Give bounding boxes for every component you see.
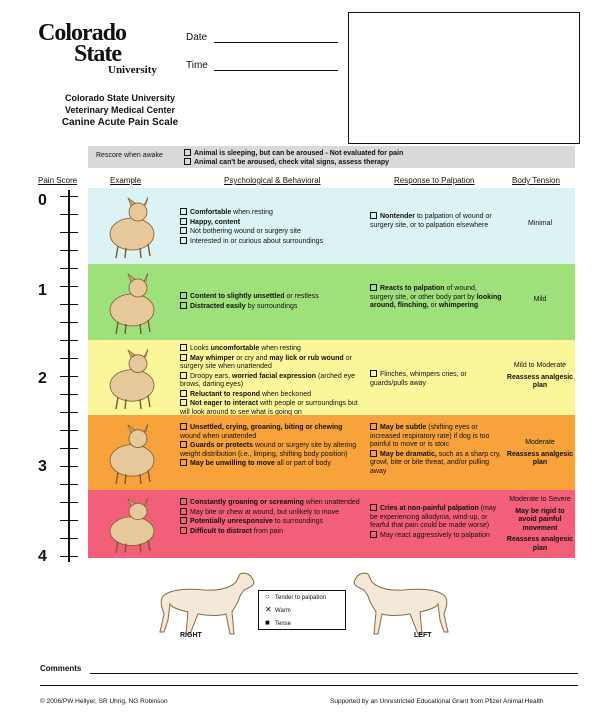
criterion[interactable] <box>370 284 502 311</box>
checkbox-icon[interactable] <box>180 441 187 448</box>
criterion-text: from pain <box>251 527 283 535</box>
criterion-text: or restless <box>284 293 319 300</box>
criterion-text: Unsettled, crying, groaning, biting or chewing <box>190 424 343 431</box>
scale-tick <box>60 412 78 413</box>
criterion[interactable] <box>180 517 360 527</box>
criterion[interactable] <box>180 423 360 441</box>
palpation-criteria <box>370 370 502 388</box>
logo-line-3: University <box>108 64 157 76</box>
palpation-criteria <box>370 504 502 540</box>
logo-line-1: Colorado <box>38 20 126 46</box>
criterion[interactable] <box>180 459 360 469</box>
scale-tick <box>60 214 78 215</box>
time-label: Time <box>186 60 208 71</box>
psychological-criteria <box>180 292 360 311</box>
checkbox-icon[interactable] <box>180 237 187 244</box>
criterion-text: to surroundings <box>272 518 324 525</box>
scale-tick <box>60 502 78 503</box>
criterion-text: Happy, content <box>190 218 241 226</box>
body-tension <box>506 296 574 305</box>
institution-name: Colorado State University <box>64 93 176 103</box>
logo-line-2: State <box>74 41 121 67</box>
criterion-text: May be dramatic, <box>380 450 437 458</box>
rescore-options <box>184 149 403 167</box>
rescore-bar <box>88 146 575 168</box>
criterion-text: Potentially unresponsive <box>190 518 273 525</box>
checkbox-icon[interactable] <box>180 423 187 430</box>
pain-score-4[interactable]: 4 <box>38 548 47 565</box>
checkbox-icon[interactable] <box>184 158 191 165</box>
checkbox-icon[interactable] <box>180 292 187 299</box>
criterion[interactable] <box>180 344 360 354</box>
legend-item: ■ Tense <box>265 618 292 627</box>
criterion-text: May be unwilling to move <box>190 460 275 467</box>
psychological-criteria <box>180 344 360 417</box>
checkbox-icon[interactable] <box>370 284 377 291</box>
criterion-text: all or part of body <box>274 460 331 467</box>
criterion-text: when resting <box>231 209 273 216</box>
palpation-criteria <box>370 423 502 476</box>
criterion-text: Looks <box>190 345 211 352</box>
criterion[interactable] <box>180 354 360 372</box>
scale-tick <box>60 358 78 359</box>
criterion[interactable] <box>180 498 360 508</box>
left-side-label: LEFT <box>414 632 432 639</box>
right-side-label: RIGHT <box>180 632 202 639</box>
checkbox-icon[interactable] <box>370 531 377 538</box>
criterion-text: by surroundings <box>245 302 298 310</box>
patient-label-box[interactable] <box>348 12 580 144</box>
checkbox-icon[interactable] <box>370 212 377 219</box>
criterion-text: May bite or chew at wound, but unlikely to move <box>190 508 340 516</box>
criterion[interactable] <box>180 372 360 390</box>
body-tension <box>506 362 574 391</box>
dog-sketch-icon <box>88 188 176 264</box>
scale-tick <box>60 286 78 287</box>
criterion[interactable] <box>370 423 502 450</box>
criterion-text: whimpering <box>438 302 479 309</box>
criterion[interactable] <box>180 441 360 459</box>
rescore-label: Rescore when awake <box>96 152 163 159</box>
scale-tick <box>60 232 78 233</box>
criterion-text: when unattended <box>303 499 360 506</box>
university-logo <box>38 22 174 76</box>
cross-icon: ✕ <box>265 605 272 614</box>
checkbox-icon[interactable] <box>180 344 187 351</box>
criterion[interactable] <box>370 370 502 388</box>
criterion[interactable] <box>180 527 360 537</box>
column-header-psychological: Psychological & Behavioral <box>224 176 321 185</box>
criterion[interactable] <box>370 212 502 230</box>
criterion-text: Distracted easily <box>190 302 246 310</box>
institution-center: Veterinary Medical Center <box>64 105 176 115</box>
body-tension-text: Moderate <box>525 439 555 446</box>
checkbox-icon[interactable] <box>370 450 377 457</box>
scale-tick <box>60 322 78 323</box>
criterion[interactable] <box>180 208 360 218</box>
criterion-text: Constantly groaning or screaming <box>190 499 304 506</box>
criterion-text: Droopy ears, <box>190 372 233 380</box>
criterion-text: wound when unattended <box>180 432 257 440</box>
palpation-criteria <box>370 284 502 311</box>
column-header-body-tension: Body Tension <box>512 176 560 185</box>
criterion[interactable] <box>370 531 502 541</box>
checkbox-icon[interactable] <box>180 372 187 379</box>
criterion-text: Reacts to palpation <box>380 285 445 292</box>
pain-score-0[interactable]: 0 <box>38 192 47 209</box>
checkbox-icon[interactable] <box>180 508 187 515</box>
checkbox-icon[interactable] <box>180 354 187 361</box>
criterion-text: Comfortable <box>190 209 232 216</box>
criterion-text: Flinches, whimpers cries, or guards/pulls away <box>370 371 467 387</box>
dog-sketch-icon <box>88 415 176 490</box>
criterion-text: May whimper <box>190 354 235 362</box>
scale-tick <box>60 196 78 197</box>
checkbox-icon[interactable] <box>180 498 187 505</box>
scale-tick <box>60 466 78 467</box>
checkbox-icon[interactable] <box>180 302 187 309</box>
checkbox-icon[interactable] <box>370 370 377 377</box>
criterion-text: Reluctant to respond <box>190 390 261 398</box>
checkbox-icon[interactable] <box>180 390 187 397</box>
rescore-option-unarousable[interactable]: Animal can't be aroused, check vital signs, assess therapy <box>184 158 403 167</box>
comments-line[interactable] <box>90 673 578 674</box>
dog-outline-left-icon[interactable] <box>348 568 458 640</box>
criterion-text: to palpation of wound or surgery site, or to palpation elsewhere <box>370 213 492 229</box>
criterion-text: with people or surroundings but will look around to see what is going on <box>180 400 358 416</box>
checkbox-icon[interactable] <box>180 527 187 534</box>
criterion-text: or surgery site when unattended <box>180 354 352 370</box>
body-tension-text: Reassess analgesic plan <box>506 536 574 552</box>
scale-tick <box>60 556 78 557</box>
palpation-legend <box>258 590 346 630</box>
criterion-text: or <box>428 302 439 309</box>
pain-score-3[interactable]: 3 <box>38 458 47 475</box>
pain-score-1[interactable]: 1 <box>38 282 47 299</box>
date-field[interactable] <box>186 32 207 43</box>
body-tension-text: Minimal <box>527 220 553 227</box>
body-tension-text: May be rigid to avoid painful movement <box>515 507 565 532</box>
palpation-criteria <box>370 212 502 230</box>
scale-tick <box>60 430 78 431</box>
checkbox-icon[interactable] <box>180 208 187 215</box>
criterion-text: wound or surgery site by altering weight distribution (i.e., limping, shifting body position) <box>180 442 357 458</box>
scale-tick <box>60 376 78 377</box>
dog-illustration <box>88 264 176 340</box>
copyright-footer: © 2006/PW Hellyer, SR Uhrig, NG Robinson <box>40 698 168 705</box>
criterion-text: Guards or protects <box>190 442 254 449</box>
legend-item: ○ Tender to palpation <box>265 592 327 601</box>
checkbox-icon[interactable] <box>180 227 187 234</box>
date-line[interactable] <box>214 42 338 43</box>
checkbox-icon[interactable] <box>180 459 187 466</box>
criterion-text: of wound, surgery site, or other body part by <box>370 285 477 301</box>
page-title: Canine Acute Pain Scale <box>61 117 179 128</box>
criterion-text: (arched eye brows, darting eyes) <box>180 372 355 388</box>
body-tension-text: Reassess analgesic plan <box>506 373 574 389</box>
dog-outline-right-icon[interactable] <box>150 568 260 640</box>
scale-tick <box>60 268 78 269</box>
criterion-text: when resting <box>259 345 301 352</box>
criterion[interactable] <box>180 237 360 247</box>
criterion-text: May be subtle <box>380 424 427 431</box>
criterion-text: worried facial expression <box>232 372 317 380</box>
body-tension <box>506 439 574 468</box>
criterion-text: Difficult to distract <box>190 527 252 535</box>
criterion[interactable] <box>180 292 360 302</box>
criterion-text: or cry and <box>234 354 270 362</box>
criterion-text: May react aggressively to palpation <box>380 531 490 539</box>
criterion-text: Cries at non-painful palpation <box>380 505 479 512</box>
scale-tick <box>60 538 78 539</box>
checkbox-icon[interactable] <box>180 399 187 406</box>
criterion[interactable] <box>180 218 360 228</box>
dog-sketch-icon <box>88 490 176 558</box>
checkbox-icon[interactable] <box>370 504 377 511</box>
pain-score-2[interactable]: 2 <box>38 370 47 387</box>
scale-tick <box>60 304 78 305</box>
psychological-criteria <box>180 498 360 536</box>
dog-illustration <box>88 340 176 415</box>
pain-row-3 <box>88 415 575 490</box>
institution-block <box>40 92 200 129</box>
body-tension-text: Mild <box>533 296 547 303</box>
scale-tick <box>60 250 78 251</box>
criterion-text: Interested in or curious about surroundings <box>190 237 324 245</box>
criterion-text: (shifting eyes or increased respiratory rate) if dog is too painful to move or is stoic <box>370 424 490 448</box>
circle-icon: ○ <box>265 592 270 601</box>
dog-illustration <box>88 490 176 558</box>
body-tension-text: Reassess analgesic plan <box>506 450 574 466</box>
comments-label: Comments <box>40 664 82 673</box>
scale-tick <box>60 520 78 521</box>
checkbox-icon[interactable] <box>184 149 191 156</box>
criterion[interactable] <box>180 508 360 518</box>
scale-tick <box>60 340 78 341</box>
criterion-text: (may be experiencing allodynia, wind-up, or fearful that pain could be made worse) <box>370 505 497 529</box>
criterion-text: uncomfortable <box>210 345 260 352</box>
checkbox-icon[interactable] <box>370 423 377 430</box>
dog-illustration <box>88 188 176 264</box>
pain-row-2 <box>88 340 575 415</box>
scale-tick <box>60 448 78 449</box>
square-icon: ■ <box>265 618 270 627</box>
time-line[interactable] <box>214 70 338 71</box>
checkbox-icon[interactable] <box>180 218 187 225</box>
rescore-option-sleeping[interactable]: Animal is sleeping, but can be aroused - Not evaluated for pain <box>184 149 403 158</box>
comments-line-2[interactable] <box>40 685 578 686</box>
column-header-example: Example <box>110 176 142 185</box>
dog-illustration <box>88 415 176 490</box>
column-header-pain-score: Pain Score <box>38 176 78 185</box>
criterion-text: may lick or rub wound <box>269 354 344 362</box>
pain-row-4 <box>88 490 575 558</box>
criterion[interactable] <box>370 504 502 531</box>
sponsor-footer: Supported by an Unrestricted Educational Grant from Pfizer Animal Health <box>330 698 544 705</box>
criterion-text: such as a sharp cry, growl, bite or bite threat, and/or pulling away <box>370 450 501 475</box>
criterion[interactable] <box>180 227 360 237</box>
criterion-text: Not bothering wound or surgery site <box>190 228 301 235</box>
column-header-palpation: Response to Palpation <box>394 176 475 185</box>
dog-sketch-icon <box>88 340 176 415</box>
psychological-criteria <box>180 423 360 469</box>
body-tension <box>506 220 574 229</box>
scale-tick <box>60 484 78 485</box>
dog-sketch-icon <box>88 264 176 340</box>
scale-tick <box>60 394 78 395</box>
time-field[interactable] <box>186 60 208 71</box>
date-label: Date <box>186 32 208 43</box>
criterion[interactable] <box>180 390 360 400</box>
criterion-text: Content to slightly unsettled <box>190 293 285 300</box>
pain-row-0 <box>88 188 575 264</box>
psychological-criteria <box>180 208 360 246</box>
criterion[interactable] <box>180 302 360 312</box>
criterion-text: looking around, flinching, <box>370 293 502 309</box>
criterion-text: Not eager to interact <box>190 400 259 407</box>
pain-row-1 <box>88 264 575 340</box>
criterion-text: Nontender <box>380 213 415 220</box>
body-tension-text: Mild to Moderate <box>513 362 567 369</box>
body-tension <box>506 496 574 553</box>
criterion-text: when beckoned <box>260 390 311 398</box>
checkbox-icon[interactable] <box>180 517 187 524</box>
legend-item: ✕ Warm <box>265 605 291 614</box>
criterion[interactable] <box>370 450 502 477</box>
body-tension-text: Moderate to Severe <box>509 496 571 503</box>
